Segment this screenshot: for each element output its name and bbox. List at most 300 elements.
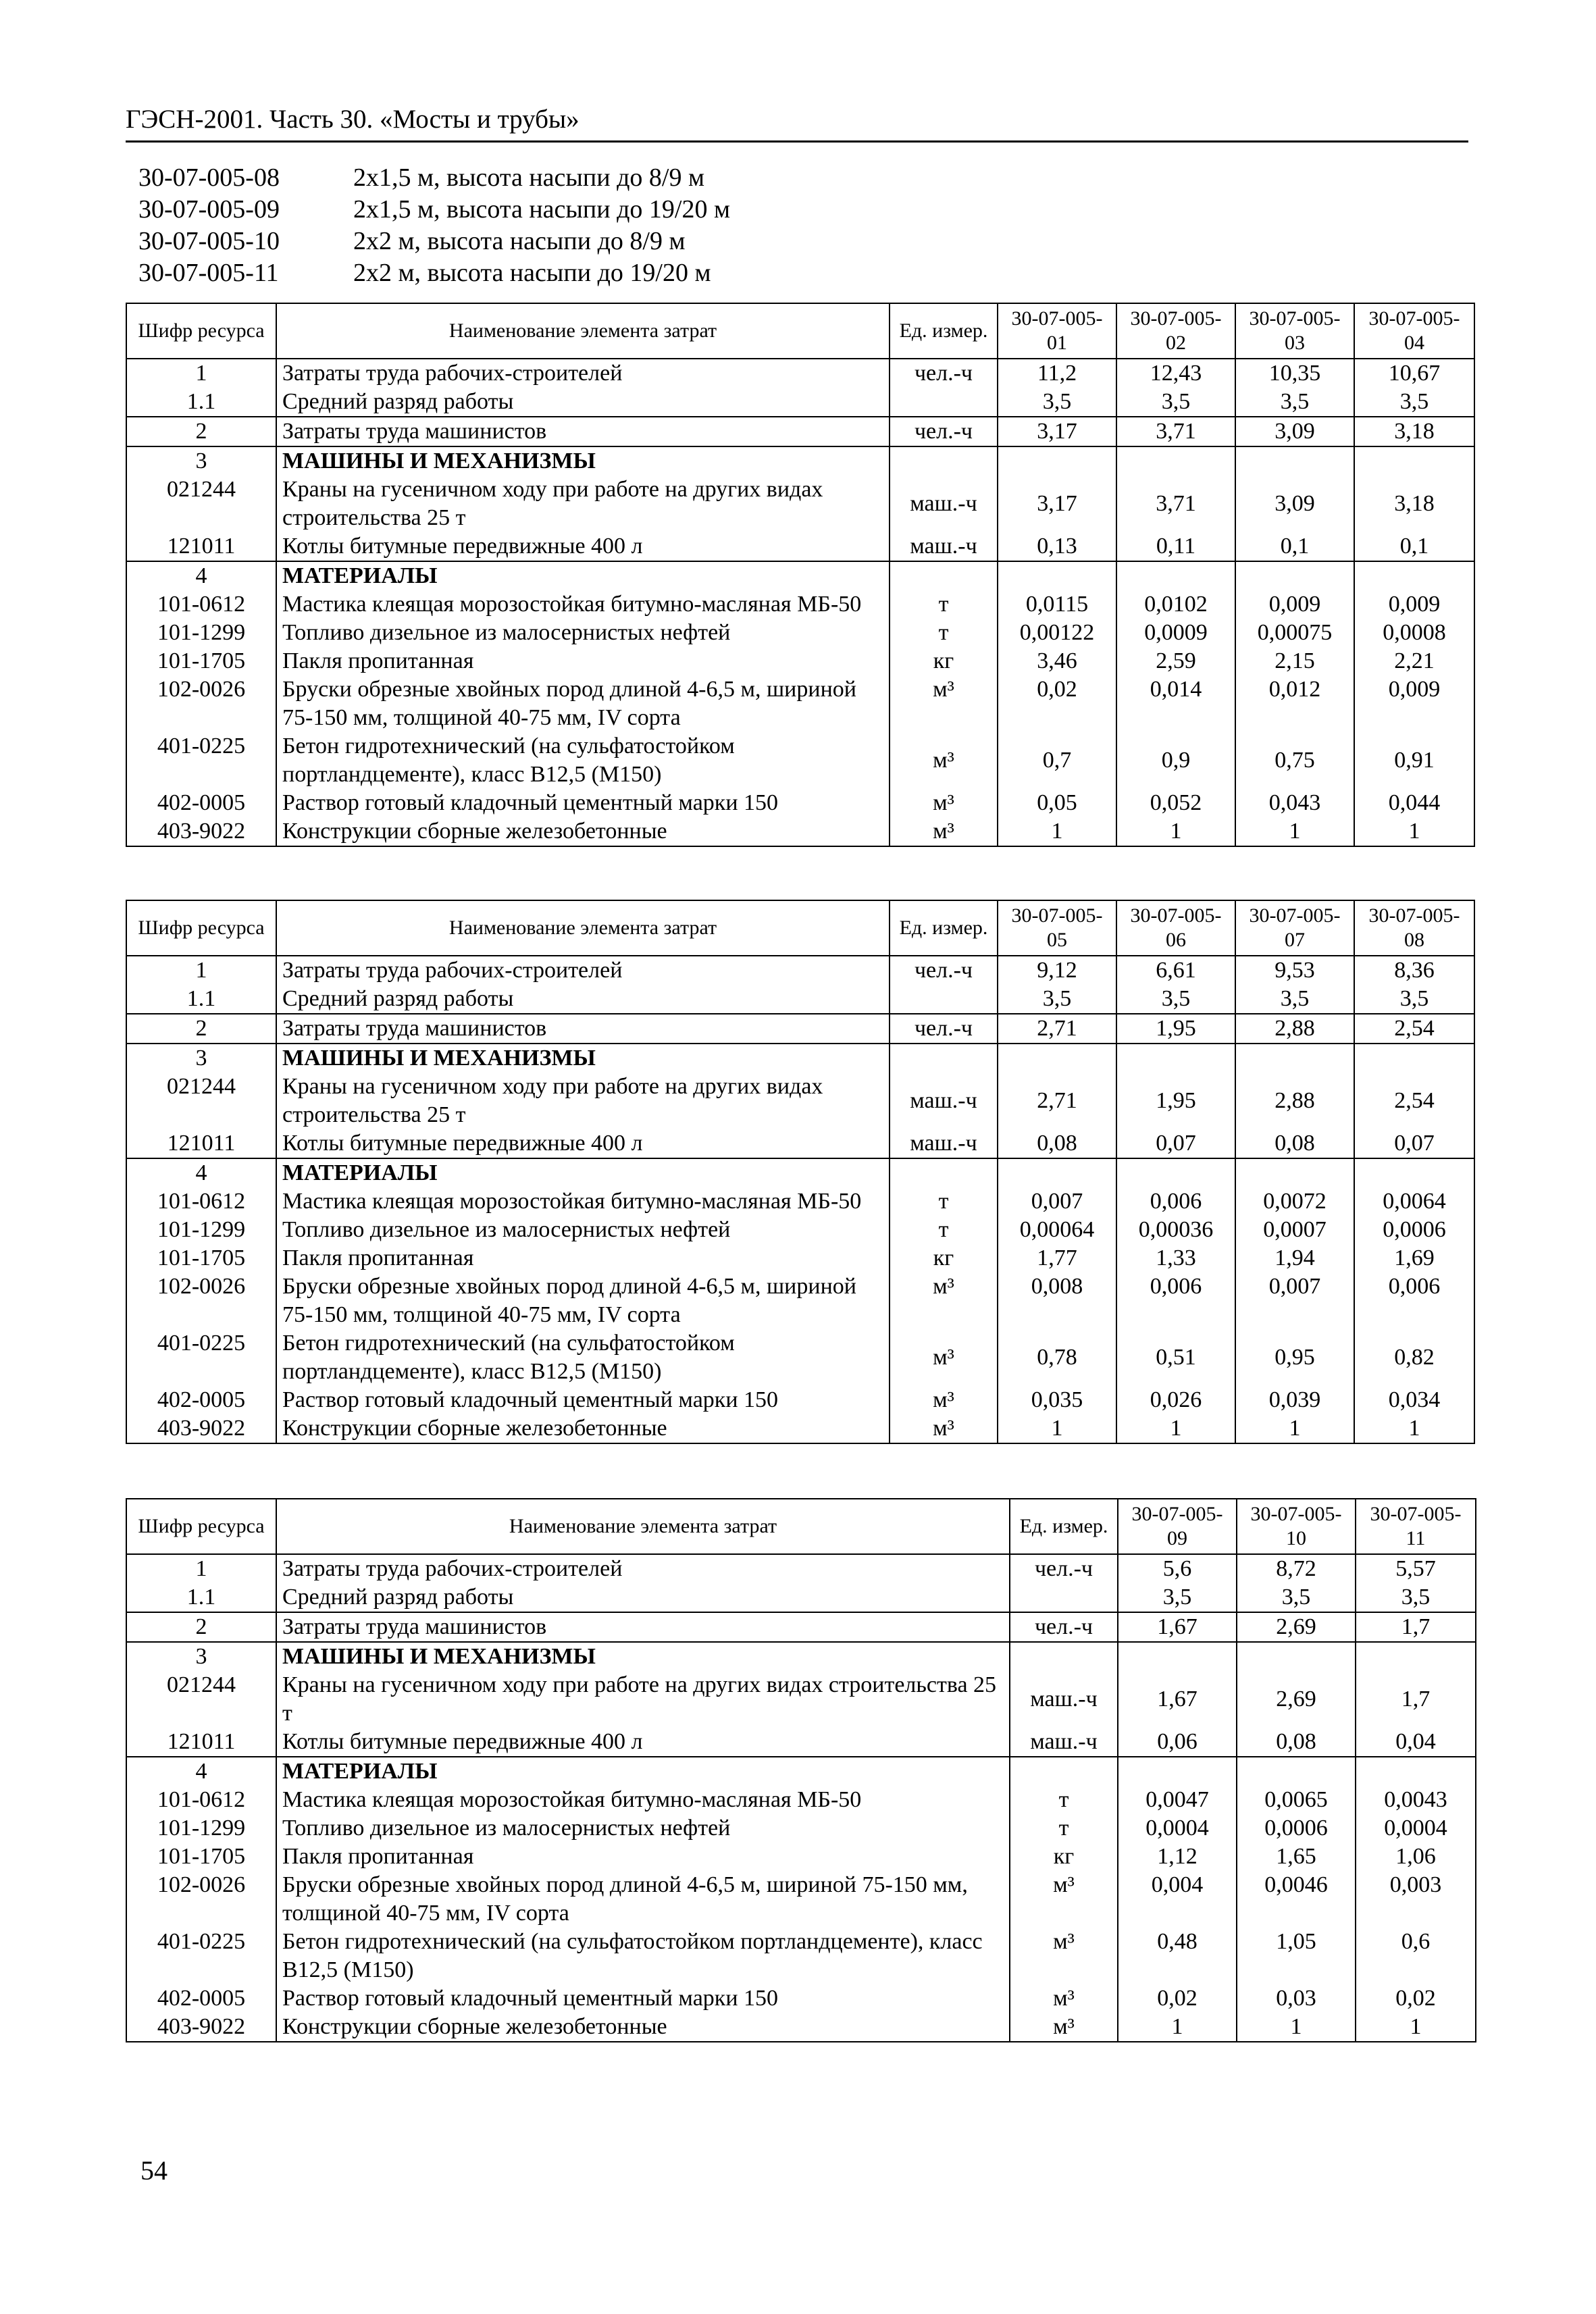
resource-unit: кг bbox=[890, 1244, 998, 1272]
resource-code: 101-1299 bbox=[126, 1216, 276, 1244]
resource-value: 1,67 bbox=[1118, 1671, 1237, 1728]
resource-value: 0,0064 bbox=[1354, 1187, 1474, 1216]
resource-name: Пакля пропитанная bbox=[276, 1843, 1010, 1871]
resource-value: 0,9 bbox=[1116, 732, 1235, 789]
table-row bbox=[126, 475, 1474, 532]
resource-unit bbox=[890, 1158, 998, 1187]
resource-value: 0,0004 bbox=[1356, 1814, 1476, 1843]
header-cipher: Шифр ресурса bbox=[126, 900, 276, 956]
resource-value: 1,95 bbox=[1116, 1073, 1235, 1129]
resource-value bbox=[1237, 1642, 1356, 1671]
resource-value: 12,43 bbox=[1116, 359, 1235, 388]
resource-name: Затраты труда машинистов bbox=[276, 417, 890, 446]
table-row bbox=[126, 1044, 1474, 1073]
resource-unit: маш.-ч bbox=[1010, 1728, 1118, 1757]
resource-value bbox=[998, 1158, 1116, 1187]
resource-value: 0,95 bbox=[1235, 1329, 1354, 1386]
resource-value: 0,0006 bbox=[1237, 1814, 1356, 1843]
resource-unit bbox=[890, 1044, 998, 1073]
resource-value: 0,012 bbox=[1235, 675, 1354, 732]
resource-code: 1.1 bbox=[126, 1583, 276, 1612]
resource-unit: чел.-ч bbox=[890, 417, 998, 446]
resource-value: 0,82 bbox=[1354, 1329, 1474, 1386]
resource-code: 101-0612 bbox=[126, 590, 276, 619]
resource-value: 0,7 bbox=[998, 732, 1116, 789]
resource-value: 0,78 bbox=[998, 1329, 1116, 1386]
table-row bbox=[126, 1928, 1476, 1984]
header-norm-column: 30-07-005-06 bbox=[1116, 900, 1235, 956]
table-row bbox=[126, 789, 1474, 817]
resource-unit bbox=[1010, 1757, 1118, 1786]
header-norm-column: 30-07-005-10 bbox=[1237, 1499, 1356, 1554]
resource-name: Затраты труда рабочих-строителей bbox=[276, 1554, 1010, 1583]
resource-value: 3,17 bbox=[998, 417, 1116, 446]
resource-value: 1 bbox=[1354, 1414, 1474, 1443]
resource-unit: м³ bbox=[890, 1386, 998, 1414]
page-header bbox=[126, 103, 1468, 143]
resource-value bbox=[1116, 446, 1235, 475]
resource-value: 0,02 bbox=[1118, 1984, 1237, 2013]
resource-value bbox=[1116, 561, 1235, 590]
norm-codes-list bbox=[138, 162, 730, 289]
resource-value: 1,7 bbox=[1356, 1671, 1476, 1728]
resource-value: 1 bbox=[1235, 817, 1354, 846]
resource-value: 0,052 bbox=[1116, 789, 1235, 817]
resource-code: 101-0612 bbox=[126, 1187, 276, 1216]
resource-value: 1 bbox=[1354, 817, 1474, 846]
resource-name: Топливо дизельное из малосернистых нефтей bbox=[276, 619, 890, 647]
table-row bbox=[126, 647, 1474, 675]
resource-unit: м³ bbox=[890, 1414, 998, 1443]
resource-value: 3,71 bbox=[1116, 417, 1235, 446]
table-row bbox=[126, 1554, 1476, 1583]
resource-value: 1 bbox=[1116, 1414, 1235, 1443]
resource-name: Мастика клеящая морозостойкая битумно-масляная МБ-50 bbox=[276, 590, 890, 619]
resource-code: 101-1705 bbox=[126, 1244, 276, 1272]
resource-unit: м³ bbox=[890, 1272, 998, 1329]
resource-value: 0,05 bbox=[998, 789, 1116, 817]
table-row bbox=[126, 1814, 1476, 1843]
resource-value: 0,00122 bbox=[998, 619, 1116, 647]
resource-value: 10,35 bbox=[1235, 359, 1354, 388]
resource-name: МАТЕРИАЛЫ bbox=[276, 561, 890, 590]
resource-value: 2,71 bbox=[998, 1073, 1116, 1129]
table-row bbox=[126, 1728, 1476, 1757]
resource-code: 4 bbox=[126, 1158, 276, 1187]
resource-code: 403-9022 bbox=[126, 817, 276, 846]
resource-code: 121011 bbox=[126, 532, 276, 561]
header-norm-column: 30-07-005-02 bbox=[1116, 303, 1235, 359]
table-row bbox=[126, 2013, 1476, 2042]
resource-value: 0,0072 bbox=[1235, 1187, 1354, 1216]
header-unit: Ед. измер. bbox=[1010, 1499, 1118, 1554]
resource-value: 0,043 bbox=[1235, 789, 1354, 817]
resource-value: 3,5 bbox=[998, 388, 1116, 417]
header-name: Наименование элемента затрат bbox=[276, 303, 890, 359]
resource-value: 9,12 bbox=[998, 956, 1116, 985]
resource-code: 1 bbox=[126, 359, 276, 388]
resource-value: 1 bbox=[1235, 1414, 1354, 1443]
resource-value: 3,71 bbox=[1116, 475, 1235, 532]
resource-code: 403-9022 bbox=[126, 1414, 276, 1443]
resource-value: 0,51 bbox=[1116, 1329, 1235, 1386]
resource-code: 102-0026 bbox=[126, 675, 276, 732]
table-row bbox=[126, 1329, 1474, 1386]
resource-value bbox=[1118, 1642, 1237, 1671]
header-norm-column: 30-07-005-08 bbox=[1354, 900, 1474, 956]
resource-value: 1 bbox=[998, 1414, 1116, 1443]
resource-value: 3,5 bbox=[1354, 388, 1474, 417]
resource-name: Пакля пропитанная bbox=[276, 1244, 890, 1272]
resource-unit: м³ bbox=[1010, 2013, 1118, 2042]
resource-value: 0,08 bbox=[1235, 1129, 1354, 1158]
resource-code: 4 bbox=[126, 1757, 276, 1786]
resource-code: 402-0005 bbox=[126, 1984, 276, 2013]
resource-value: 0,0102 bbox=[1116, 590, 1235, 619]
resource-name: Котлы битумные передвижные 400 л bbox=[276, 1129, 890, 1158]
resource-name: Средний разряд работы bbox=[276, 1583, 1010, 1612]
resource-value: 1,94 bbox=[1235, 1244, 1354, 1272]
resource-value: 2,54 bbox=[1354, 1073, 1474, 1129]
resource-value: 2,21 bbox=[1354, 647, 1474, 675]
resource-value: 0,6 bbox=[1356, 1928, 1476, 1984]
resource-value: 0,006 bbox=[1354, 1272, 1474, 1329]
resource-value bbox=[1356, 1642, 1476, 1671]
resource-value: 3,5 bbox=[1235, 388, 1354, 417]
resource-unit bbox=[890, 561, 998, 590]
resource-name: Котлы битумные передвижные 400 л bbox=[276, 532, 890, 561]
resource-value: 1 bbox=[998, 817, 1116, 846]
resource-unit: маш.-ч bbox=[890, 1129, 998, 1158]
table-row bbox=[126, 359, 1474, 388]
resource-code: 2 bbox=[126, 1612, 276, 1642]
table-row bbox=[126, 1671, 1476, 1728]
resource-value: 0,006 bbox=[1116, 1187, 1235, 1216]
norm-code-row bbox=[138, 226, 730, 257]
resource-unit: м³ bbox=[1010, 1984, 1118, 2013]
header-norm-column: 30-07-005-05 bbox=[998, 900, 1116, 956]
resource-code: 1 bbox=[126, 956, 276, 985]
resource-name: Краны на гусеничном ходу при работе на других видах строительства 25 т bbox=[276, 475, 890, 532]
resource-name: Конструкции сборные железобетонные bbox=[276, 2013, 1010, 2042]
resource-value: 0,006 bbox=[1116, 1272, 1235, 1329]
table-row bbox=[126, 1386, 1474, 1414]
resource-code: 021244 bbox=[126, 1671, 276, 1728]
header-norm-column: 30-07-005-09 bbox=[1118, 1499, 1237, 1554]
resource-value: 3,5 bbox=[998, 985, 1116, 1014]
resource-table-1 bbox=[126, 303, 1475, 847]
resource-value: 8,36 bbox=[1354, 956, 1474, 985]
resource-code: 021244 bbox=[126, 1073, 276, 1129]
resource-unit bbox=[890, 388, 998, 417]
resource-value: 0,07 bbox=[1354, 1129, 1474, 1158]
resource-value bbox=[1237, 1757, 1356, 1786]
resource-value: 2,59 bbox=[1116, 647, 1235, 675]
resource-name: Топливо дизельное из малосернистых нефтей bbox=[276, 1814, 1010, 1843]
resource-value bbox=[1235, 1044, 1354, 1073]
resource-unit bbox=[1010, 1642, 1118, 1671]
resource-value bbox=[998, 446, 1116, 475]
resource-code: 402-0005 bbox=[126, 1386, 276, 1414]
table-row bbox=[126, 1984, 1476, 2013]
norm-code-row bbox=[138, 257, 730, 289]
resource-value: 3,18 bbox=[1354, 475, 1474, 532]
resource-code: 401-0225 bbox=[126, 732, 276, 789]
resource-value: 0,0004 bbox=[1118, 1814, 1237, 1843]
resource-name: Бруски обрезные хвойных пород длиной 4-6,5 м, шириной 75-150 мм, толщиной 40-75 мм, IV сорта bbox=[276, 1871, 1010, 1928]
resource-value: 0,026 bbox=[1116, 1386, 1235, 1414]
resource-value: 0,04 bbox=[1356, 1728, 1476, 1757]
resource-value: 3,5 bbox=[1118, 1583, 1237, 1612]
table-header-row bbox=[126, 1499, 1476, 1554]
resource-unit: чел.-ч bbox=[890, 1014, 998, 1044]
header-cipher: Шифр ресурса bbox=[126, 1499, 276, 1554]
resource-unit: чел.-ч bbox=[1010, 1612, 1118, 1642]
table-row bbox=[126, 1187, 1474, 1216]
table-row bbox=[126, 1129, 1474, 1158]
resource-code: 121011 bbox=[126, 1129, 276, 1158]
table-row bbox=[126, 1244, 1474, 1272]
resource-value: 1 bbox=[1356, 2013, 1476, 2042]
resource-value: 1,69 bbox=[1354, 1244, 1474, 1272]
table-row bbox=[126, 446, 1474, 475]
resource-value: 0,00064 bbox=[998, 1216, 1116, 1244]
resource-code: 101-1299 bbox=[126, 1814, 276, 1843]
resource-table-3 bbox=[126, 1498, 1476, 2042]
resource-code: 401-0225 bbox=[126, 1329, 276, 1386]
resource-value: 3,09 bbox=[1235, 417, 1354, 446]
resource-name: Затраты труда машинистов bbox=[276, 1612, 1010, 1642]
resource-unit: т bbox=[890, 590, 998, 619]
header-norm-column: 30-07-005-03 bbox=[1235, 303, 1354, 359]
resource-value bbox=[1235, 1158, 1354, 1187]
resource-value: 0,0065 bbox=[1237, 1786, 1356, 1814]
resource-value: 0,008 bbox=[998, 1272, 1116, 1329]
resource-value: 6,61 bbox=[1116, 956, 1235, 985]
resource-name: Средний разряд работы bbox=[276, 985, 890, 1014]
resource-value: 5,6 bbox=[1118, 1554, 1237, 1583]
resource-table-2 bbox=[126, 900, 1475, 1444]
resource-code: 402-0005 bbox=[126, 789, 276, 817]
resource-code: 1.1 bbox=[126, 985, 276, 1014]
resource-value: 1,06 bbox=[1356, 1843, 1476, 1871]
resource-value: 0,13 bbox=[998, 532, 1116, 561]
resource-code: 1.1 bbox=[126, 388, 276, 417]
table-row bbox=[126, 1272, 1474, 1329]
table-row bbox=[126, 985, 1474, 1014]
resource-name: Раствор готовый кладочный цементный марки 150 bbox=[276, 789, 890, 817]
resource-value: 0,0043 bbox=[1356, 1786, 1476, 1814]
resource-code: 2 bbox=[126, 417, 276, 446]
resource-unit: маш.-ч bbox=[1010, 1671, 1118, 1728]
header-norm-column: 30-07-005-04 bbox=[1354, 303, 1474, 359]
resource-code: 403-9022 bbox=[126, 2013, 276, 2042]
resource-value: 0,014 bbox=[1116, 675, 1235, 732]
table-row bbox=[126, 1414, 1474, 1443]
resource-value: 11,2 bbox=[998, 359, 1116, 388]
resource-name: Конструкции сборные железобетонные bbox=[276, 817, 890, 846]
resource-value: 0,1 bbox=[1235, 532, 1354, 561]
header-name: Наименование элемента затрат bbox=[276, 900, 890, 956]
resource-value: 1,7 bbox=[1356, 1612, 1476, 1642]
resource-unit: м³ bbox=[890, 1329, 998, 1386]
resource-value: 0,0008 bbox=[1354, 619, 1474, 647]
resource-code: 021244 bbox=[126, 475, 276, 532]
header-norm-column: 30-07-005-07 bbox=[1235, 900, 1354, 956]
resource-name: Средний разряд работы bbox=[276, 388, 890, 417]
resource-value: 3,5 bbox=[1116, 388, 1235, 417]
resource-unit: маш.-ч bbox=[890, 532, 998, 561]
resource-value: 1,33 bbox=[1116, 1244, 1235, 1272]
resource-value: 3,5 bbox=[1116, 985, 1235, 1014]
resource-code: 101-1705 bbox=[126, 647, 276, 675]
resource-name: Затраты труда рабочих-строителей bbox=[276, 359, 890, 388]
resource-code: 2 bbox=[126, 1014, 276, 1044]
resource-value: 2,54 bbox=[1354, 1014, 1474, 1044]
resource-value: 0,007 bbox=[1235, 1272, 1354, 1329]
resource-name: Бруски обрезные хвойных пород длиной 4-6,5 м, шириной 75-150 мм, толщиной 40-75 мм, IV сорта bbox=[276, 675, 890, 732]
resource-code: 3 bbox=[126, 1642, 276, 1671]
header-unit: Ед. измер. bbox=[890, 303, 998, 359]
table-row bbox=[126, 675, 1474, 732]
norm-code: 30-07-005-10 bbox=[138, 227, 280, 255]
resource-unit: маш.-ч bbox=[890, 475, 998, 532]
resource-value: 2,88 bbox=[1235, 1073, 1354, 1129]
table-row bbox=[126, 1583, 1476, 1612]
resource-value bbox=[1354, 1158, 1474, 1187]
resource-value: 1,67 bbox=[1118, 1612, 1237, 1642]
table-row bbox=[126, 1757, 1476, 1786]
resource-code: 3 bbox=[126, 1044, 276, 1073]
table-row bbox=[126, 732, 1474, 789]
norm-code-description: 2х2 м, высота насыпи до 8/9 м bbox=[353, 227, 686, 255]
resource-name: Раствор готовый кладочный цементный марки 150 bbox=[276, 1984, 1010, 2013]
resource-value: 1 bbox=[1118, 2013, 1237, 2042]
resource-unit: м³ bbox=[890, 817, 998, 846]
resource-unit: кг bbox=[890, 647, 998, 675]
resource-value: 0,007 bbox=[998, 1187, 1116, 1216]
norm-code-description: 2х2 м, высота насыпи до 19/20 м bbox=[353, 259, 711, 287]
resource-value: 2,69 bbox=[1237, 1671, 1356, 1728]
header-norm-column: 30-07-005-11 bbox=[1356, 1499, 1476, 1554]
resource-name: Мастика клеящая морозостойкая битумно-масляная МБ-50 bbox=[276, 1187, 890, 1216]
resource-name: Бетон гидротехнический (на сульфатостойком портландцементе), класс В12,5 (М150) bbox=[276, 1329, 890, 1386]
resource-unit: кг bbox=[1010, 1843, 1118, 1871]
resource-name: Конструкции сборные железобетонные bbox=[276, 1414, 890, 1443]
resource-value: 0,91 bbox=[1354, 732, 1474, 789]
resource-value: 0,08 bbox=[1237, 1728, 1356, 1757]
resource-name: МАШИНЫ И МЕХАНИЗМЫ bbox=[276, 1044, 890, 1073]
table-row bbox=[126, 1158, 1474, 1187]
resource-name: Бруски обрезные хвойных пород длиной 4-6,5 м, шириной 75-150 мм, толщиной 40-75 мм, IV сорта bbox=[276, 1272, 890, 1329]
resource-value bbox=[1354, 561, 1474, 590]
resource-value: 5,57 bbox=[1356, 1554, 1476, 1583]
resource-value: 8,72 bbox=[1237, 1554, 1356, 1583]
resource-value bbox=[998, 1044, 1116, 1073]
resource-unit: м³ bbox=[890, 732, 998, 789]
resource-name: МАТЕРИАЛЫ bbox=[276, 1158, 890, 1187]
resource-value: 2,71 bbox=[998, 1014, 1116, 1044]
resource-value: 1 bbox=[1237, 2013, 1356, 2042]
resource-unit: т bbox=[890, 1216, 998, 1244]
resource-value bbox=[1116, 1158, 1235, 1187]
resource-value: 10,67 bbox=[1354, 359, 1474, 388]
resource-value: 3,5 bbox=[1237, 1583, 1356, 1612]
resource-name: Пакля пропитанная bbox=[276, 647, 890, 675]
resource-value: 1,65 bbox=[1237, 1843, 1356, 1871]
resource-value: 0,03 bbox=[1237, 1984, 1356, 2013]
resource-value: 0,0006 bbox=[1354, 1216, 1474, 1244]
table-header-row bbox=[126, 303, 1474, 359]
resource-name: МАТЕРИАЛЫ bbox=[276, 1757, 1010, 1786]
resource-code: 4 bbox=[126, 561, 276, 590]
resource-value: 0,1 bbox=[1354, 532, 1474, 561]
table-row bbox=[126, 1216, 1474, 1244]
resource-name: Раствор готовый кладочный цементный марки 150 bbox=[276, 1386, 890, 1414]
resource-name: Затраты труда машинистов bbox=[276, 1014, 890, 1044]
resource-value: 0,044 bbox=[1354, 789, 1474, 817]
resource-value: 0,034 bbox=[1354, 1386, 1474, 1414]
resource-value: 0,06 bbox=[1118, 1728, 1237, 1757]
resource-value bbox=[1354, 1044, 1474, 1073]
resource-name: Котлы битумные передвижные 400 л bbox=[276, 1728, 1010, 1757]
resource-value: 0,75 bbox=[1235, 732, 1354, 789]
page-title: ГЭСН-2001. Часть 30. «Мосты и трубы» bbox=[126, 105, 580, 134]
resource-value: 0,02 bbox=[998, 675, 1116, 732]
resource-value bbox=[998, 561, 1116, 590]
header-norm-column: 30-07-005-01 bbox=[998, 303, 1116, 359]
header-name: Наименование элемента затрат bbox=[276, 1499, 1010, 1554]
resource-code: 102-0026 bbox=[126, 1871, 276, 1928]
resource-value: 0,0007 bbox=[1235, 1216, 1354, 1244]
resource-code: 1 bbox=[126, 1554, 276, 1583]
resource-unit bbox=[1010, 1583, 1118, 1612]
resource-value: 2,69 bbox=[1237, 1612, 1356, 1642]
header-cipher: Шифр ресурса bbox=[126, 303, 276, 359]
resource-value: 1 bbox=[1116, 817, 1235, 846]
table-row bbox=[126, 417, 1474, 446]
table-row bbox=[126, 956, 1474, 985]
resource-value: 0,07 bbox=[1116, 1129, 1235, 1158]
resource-value: 0,004 bbox=[1118, 1871, 1237, 1928]
resource-value: 3,5 bbox=[1235, 985, 1354, 1014]
resource-unit: м³ bbox=[890, 789, 998, 817]
resource-unit: чел.-ч bbox=[890, 359, 998, 388]
norm-code: 30-07-005-11 bbox=[138, 259, 279, 287]
resource-value bbox=[1235, 561, 1354, 590]
table-row bbox=[126, 561, 1474, 590]
resource-value: 9,53 bbox=[1235, 956, 1354, 985]
resource-value: 2,15 bbox=[1235, 647, 1354, 675]
table-row bbox=[126, 1786, 1476, 1814]
resource-code: 101-0612 bbox=[126, 1786, 276, 1814]
resource-value: 0,02 bbox=[1356, 1984, 1476, 2013]
resource-name: Затраты труда рабочих-строителей bbox=[276, 956, 890, 985]
norm-code-row bbox=[138, 162, 730, 194]
table-row bbox=[126, 1073, 1474, 1129]
resource-name: Бетон гидротехнический (на сульфатостойком портландцементе), класс В12,5 (М150) bbox=[276, 732, 890, 789]
table-header-row bbox=[126, 900, 1474, 956]
resource-value: 0,0047 bbox=[1118, 1786, 1237, 1814]
resource-value bbox=[1116, 1044, 1235, 1073]
resource-value: 0,035 bbox=[998, 1386, 1116, 1414]
table-row bbox=[126, 1642, 1476, 1671]
resource-unit: маш.-ч bbox=[890, 1073, 998, 1129]
resource-unit: т bbox=[890, 619, 998, 647]
resource-value: 0,08 bbox=[998, 1129, 1116, 1158]
resource-value bbox=[1356, 1757, 1476, 1786]
resource-name: МАШИНЫ И МЕХАНИЗМЫ bbox=[276, 1642, 1010, 1671]
